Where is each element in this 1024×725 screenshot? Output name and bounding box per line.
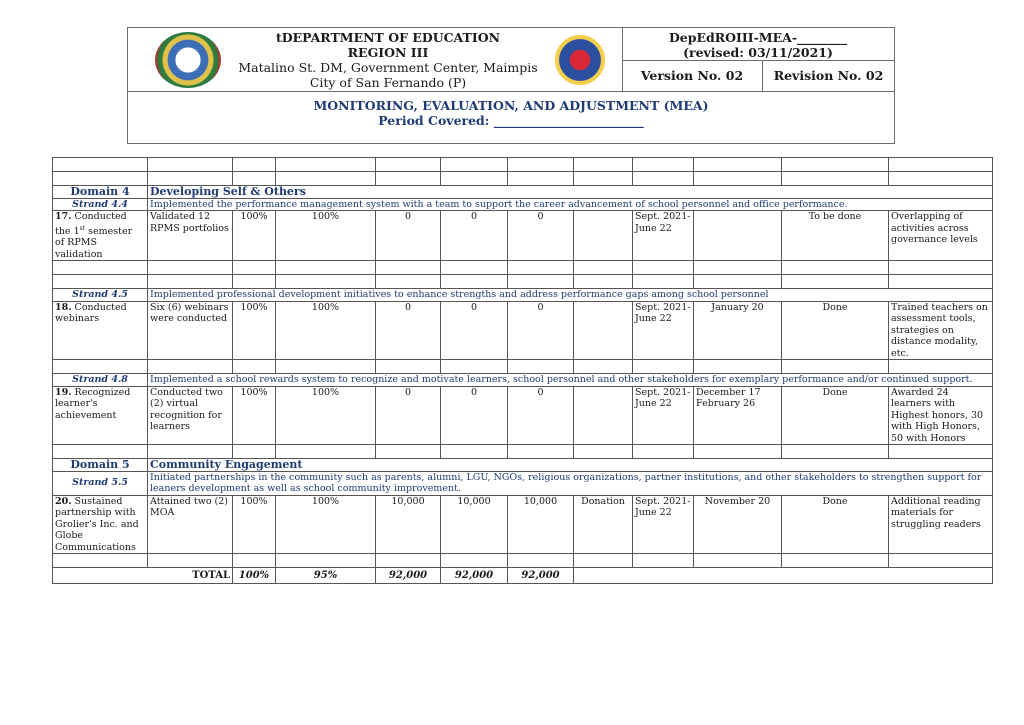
percent-cell: 100% bbox=[233, 495, 276, 554]
region-name: REGION III bbox=[347, 45, 429, 60]
date-cell: Sept. 2021- June 22 bbox=[633, 495, 694, 554]
percent-cell: 100% bbox=[233, 301, 276, 360]
budget-cell: 0 bbox=[508, 211, 574, 261]
total-label: TOTAL bbox=[53, 568, 233, 584]
form-title-block bbox=[128, 98, 894, 128]
table-row bbox=[53, 360, 993, 374]
revision-number: Revision No. 02 bbox=[773, 68, 884, 83]
actual-date-cell: January 20 bbox=[694, 301, 782, 360]
budget-cell: 0 bbox=[508, 301, 574, 360]
table-row bbox=[53, 495, 993, 554]
strand-label: Strand 4.5 bbox=[53, 289, 148, 302]
date-cell: Sept. 2021- June 22 bbox=[633, 211, 694, 261]
domain-label: Domain 4 bbox=[53, 186, 148, 199]
total-budget: 92,000 bbox=[508, 568, 574, 584]
source-cell bbox=[574, 301, 633, 360]
status-cell: Done bbox=[782, 301, 889, 360]
percent-cell: 100% bbox=[276, 386, 376, 445]
mea-table bbox=[52, 157, 993, 584]
document-code-block bbox=[622, 30, 894, 60]
remarks-cell: Additional reading materials for struggling readers bbox=[889, 495, 993, 554]
output-cell: Conducted two (2) virtual recognition for learners bbox=[148, 386, 233, 445]
table-row bbox=[53, 211, 993, 261]
source-cell: Donation bbox=[574, 495, 633, 554]
date-cell: Sept. 2021- June 22 bbox=[633, 386, 694, 445]
document-header bbox=[127, 27, 895, 144]
deped-seal-logo bbox=[551, 31, 609, 89]
domain-title: Community Engagement bbox=[148, 459, 993, 472]
status-cell: Done bbox=[782, 495, 889, 554]
domain-row bbox=[53, 459, 993, 472]
total-percent: 95% bbox=[276, 568, 376, 584]
header-divider bbox=[622, 60, 894, 61]
percent-cell: 100% bbox=[276, 211, 376, 261]
source-cell bbox=[574, 211, 633, 261]
budget-cell: 0 bbox=[376, 211, 441, 261]
domain-title: Developing Self & Others bbox=[148, 186, 993, 199]
activity-cell: 17. Conducted the 1st semester of RPMS validation bbox=[53, 211, 148, 261]
output-cell: Six (6) webinars were conducted bbox=[148, 301, 233, 360]
budget-cell: 0 bbox=[441, 301, 508, 360]
total-budget: 92,000 bbox=[441, 568, 508, 584]
table-row bbox=[53, 301, 993, 360]
version-number: Version No. 02 bbox=[640, 68, 744, 83]
source-cell bbox=[574, 386, 633, 445]
total-percent: 100% bbox=[233, 568, 276, 584]
output-cell: Attained two (2) MOA bbox=[148, 495, 233, 554]
total-row bbox=[53, 568, 993, 584]
table-row bbox=[53, 172, 993, 186]
budget-cell: 0 bbox=[376, 386, 441, 445]
domain-label: Domain 5 bbox=[53, 459, 148, 472]
activity-cell: 20. Sustained partnership with Grolier's Inc. and Globe Communications bbox=[53, 495, 148, 554]
actual-date-cell: November 20 bbox=[694, 495, 782, 554]
date-cell: Sept. 2021- June 22 bbox=[633, 301, 694, 360]
strand-label: Strand 4.8 bbox=[53, 374, 148, 387]
budget-cell: 10,000 bbox=[376, 495, 441, 554]
strand-description: Implemented the performance management system with a team to support the career advancement of school personnel and office performance. bbox=[148, 198, 993, 211]
remarks-cell: Overlapping of activities across governance levels bbox=[889, 211, 993, 261]
strand-row bbox=[53, 289, 993, 302]
strand-row bbox=[53, 374, 993, 387]
activity-cell: 19. Recognized learner's achievement bbox=[53, 386, 148, 445]
strand-label: Strand 5.5 bbox=[53, 471, 148, 495]
strand-description: Implemented professional development initiatives to enhance strengths and address performance gaps among school personnel bbox=[148, 289, 993, 302]
table-row bbox=[53, 554, 993, 568]
department-name: tDEPARTMENT OF EDUCATION bbox=[275, 30, 501, 45]
revised-date: (revised: 03/11/2021) bbox=[683, 45, 833, 60]
remarks-cell: Trained teachers on assessment tools, strategies on distance modality, etc. bbox=[889, 301, 993, 360]
actual-date-cell bbox=[694, 211, 782, 261]
activity-cell: 18. Conducted webinars bbox=[53, 301, 148, 360]
budget-cell: 10,000 bbox=[508, 495, 574, 554]
total-budget: 92,000 bbox=[376, 568, 441, 584]
table-row bbox=[53, 261, 993, 275]
strand-row bbox=[53, 471, 993, 495]
table-row bbox=[53, 275, 993, 289]
strand-label: Strand 4.4 bbox=[53, 198, 148, 211]
strand-description: Initiated partnerships in the community such as parents, alumni, LGU, NGOs, religious organizations, partner institutions, and other stakeholders to strengthen support for leaners development as well as school community improvement. bbox=[148, 471, 993, 495]
address-line-2: City of San Fernando (P) bbox=[309, 75, 467, 90]
document-code: DepEdROIII-MEA-________ bbox=[668, 30, 848, 45]
percent-cell: 100% bbox=[276, 495, 376, 554]
status-cell: To be done bbox=[782, 211, 889, 261]
table-row bbox=[53, 386, 993, 445]
actual-date-cell: December 17 February 26 bbox=[694, 386, 782, 445]
form-title: MONITORING, EVALUATION, AND ADJUSTMENT (MEA) bbox=[313, 98, 709, 113]
domain-row bbox=[53, 186, 993, 199]
strand-row bbox=[53, 198, 993, 211]
budget-cell: 0 bbox=[441, 386, 508, 445]
period-covered: Period Covered: ________________________ bbox=[378, 113, 644, 128]
percent-cell: 100% bbox=[276, 301, 376, 360]
table-row bbox=[53, 445, 993, 459]
output-cell: Validated 12 RPMS portfolios bbox=[148, 211, 233, 261]
budget-cell: 10,000 bbox=[441, 495, 508, 554]
status-cell: Done bbox=[782, 386, 889, 445]
budget-cell: 0 bbox=[441, 211, 508, 261]
budget-cell: 0 bbox=[508, 386, 574, 445]
percent-cell: 100% bbox=[233, 211, 276, 261]
header-office-block bbox=[223, 30, 553, 90]
address-line-1: Matalino St. DM, Government Center, Maimpis bbox=[238, 60, 538, 75]
table-row bbox=[53, 158, 993, 172]
remarks-cell: Awarded 24 learners with Highest honors, 30 with High Honors, 50 with Honors bbox=[889, 386, 993, 445]
republic-seal-logo bbox=[155, 32, 221, 88]
budget-cell: 0 bbox=[376, 301, 441, 360]
strand-description: Implemented a school rewards system to recognize and motivate learners, school personnel and other stakeholders for exemplary performance and/or continued support. bbox=[148, 374, 993, 387]
percent-cell: 100% bbox=[233, 386, 276, 445]
